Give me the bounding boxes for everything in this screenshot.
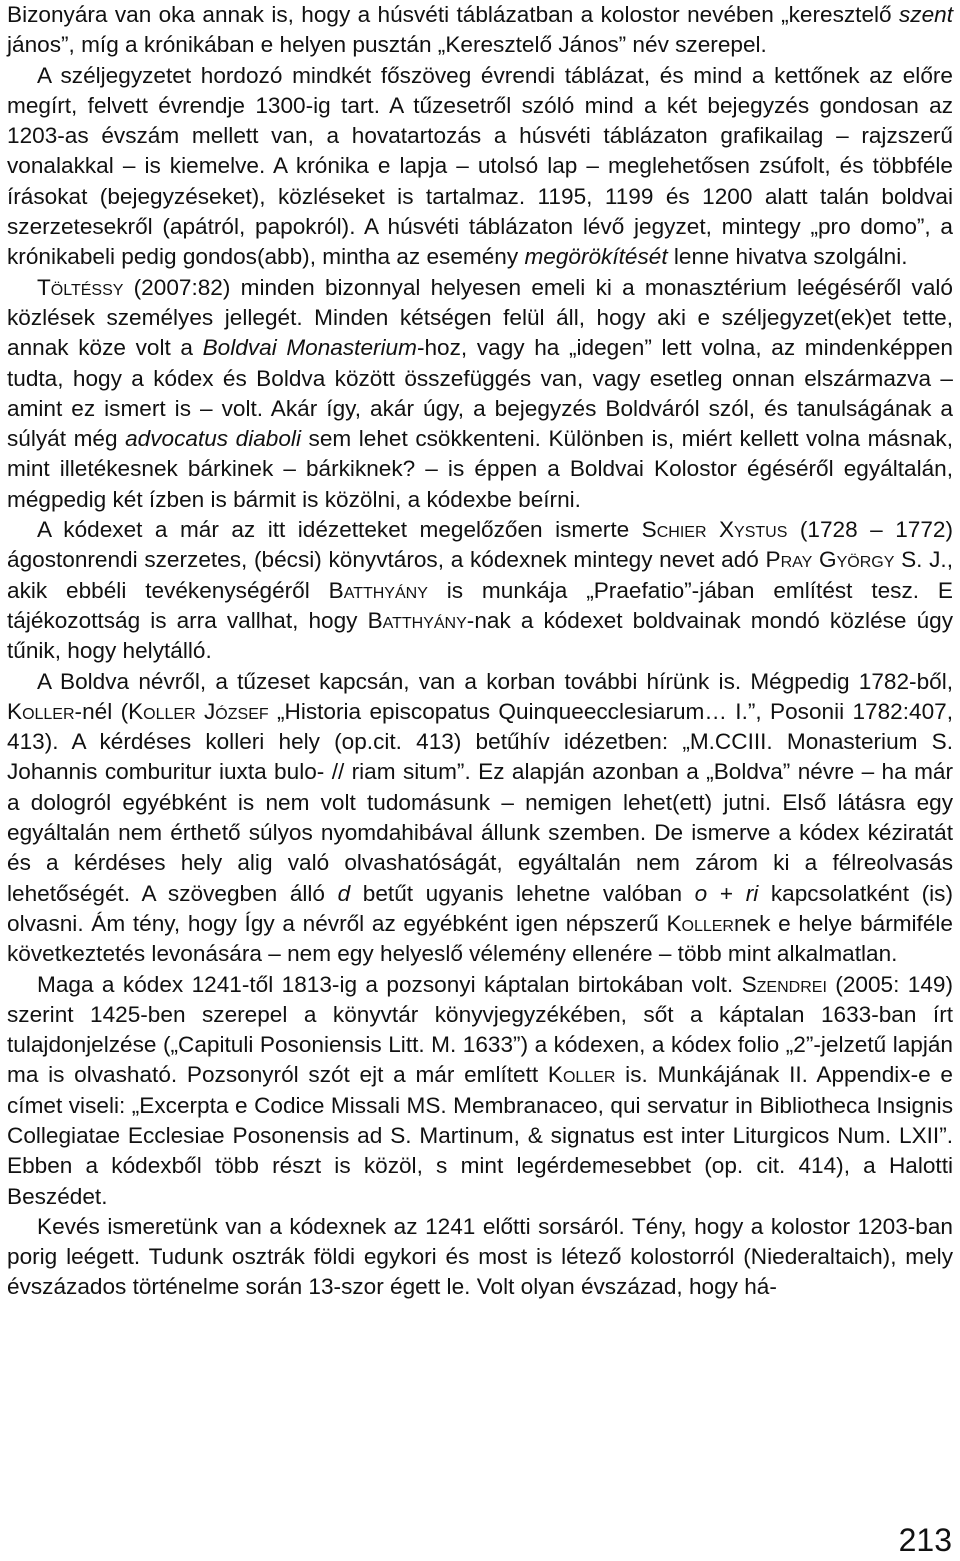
italic-text: advocatus diaboli — [125, 426, 301, 452]
text-run: -hoz, vagy ha „idegen” lett volna, az mindenképpen tudta, hogy a kódex és Boldva között összefüggés van, vagy esetleg onnan elszármazva – amint ez ismert is – volt. Akár így, akár úgy, a bejegyzés Boldváról szól, és tanulságának a súlyát még — [7, 335, 953, 452]
italic-text: megörökítését — [524, 244, 668, 270]
author-name: Schier Xystus — [641, 517, 788, 543]
text-run: (2007:82) minden bizonnyal helyesen emeli ki a monasztérium leégéséről való közlések személyes jellegét. Minden kétségen felül áll, hogy aki e széljegyzet(ek)et tette, annak köze volt a — [7, 274, 953, 361]
text-run: nek e helye bármiféle következtetés levonására – nem egy helyeslő vélemény ellenére – több mint alkalmatlan. — [7, 910, 953, 967]
text-run: Maga a kódex 1241-től 1813-ig a pozsonyi káptalan birtokában volt. — [37, 971, 742, 997]
text-run: A kódexet a már az itt idézetteket megelőzően ismerte — [37, 517, 642, 543]
text-run: -nél ( — [74, 698, 129, 724]
page-number: 213 — [898, 1522, 952, 1558]
paragraph — [7, 1212, 953, 1303]
paragraph — [7, 667, 953, 970]
italic-text: d — [337, 880, 351, 906]
paragraph — [7, 273, 953, 515]
author-name: Batthyány — [367, 607, 467, 633]
text-run: lenne hivatva szolgálni. — [667, 244, 908, 270]
text-run: sem lehet csökkenteni. Különben is, miért kellett volna másnak, mint illetékesnek bárkinek – bárkiknek? – is éppen a Boldvai Kolostor égéséről egyáltalán, mégpedig két ízben is bármit is közölni, a kódexbe beírni. — [7, 426, 953, 512]
author-name: Koller József — [128, 698, 269, 724]
italic-text: Boldvai Monasterium — [202, 335, 417, 361]
text-run: (2005: 149) szerint 1425-ben szerepel a könyvtár könyvjegyzékében, sőt a káptalan 1633-ban írt tulajdonjelzése („Capituli Posoniensis Litt. M. 1633”) a kódexen, a kódex folio „2”-jelzetű lapján ma is olvasható. Pozsonyról szót ejt a már említett — [7, 971, 953, 1088]
italic-text: ri — [745, 880, 759, 906]
text-run: -nak a kódexet boldvainak mondó közlése úgy tűnik, hogy helytálló. — [7, 607, 953, 664]
text-run: A Boldva névről, a tűzeset kapcsán, van a korban további hírünk is. Mégpedig 1782-ből, — [37, 668, 953, 694]
text-run: + — [707, 880, 746, 906]
author-name: Batthyány — [328, 577, 428, 603]
author-name: Koller — [7, 698, 75, 724]
text-run: Bizonyára van oka annak is, hogy a húsvéti táblázatban a kolostor nevében „keresztelő — [7, 2, 899, 27]
paragraph — [7, 970, 953, 1212]
text-run: betűt ugyanis lehetne valóban — [350, 880, 695, 906]
paragraph — [7, 515, 953, 666]
text-run: (1728 – 1772) ágostonrendi szerzetes, (bécsi) könyvtáros, a kódexnek mintegy nevet adó — [7, 517, 953, 573]
paragraph — [7, 0, 953, 61]
italic-text: szent — [898, 2, 953, 27]
text-run: „Historia episcopatus Quinqueecclesiarum… I.”, Posonii 1782:407, 413). A kérdéses kolleri hely (op.cit. 413) betűhív idézetben: „M.CCIII. Monasterium S. Johannis comburitur iuxta bulo- // riam situm”. Ez alapján azonban a „Boldva” névre – ha már a dologról egyébként is nem volt tudomásunk – nemigen lehet(ett) jutni. Első látásra egy egyáltalán nem érthető súlyos nyomdahibával állunk szemben. De ismerve a kódex kéziratát és a kérdéses hely alig való olvashatóságát, egyáltalán nem zárom ki a félreolvasás lehetőségét. A szövegben álló — [7, 698, 953, 906]
author-name: Szendrei — [741, 971, 827, 997]
author-name: Pray György — [765, 547, 895, 573]
author-name: Töltéssy — [37, 274, 124, 300]
page-body — [7, 0, 953, 1303]
text-run: is. Munkájának II. Appendix-e e címet viseli: „Excerpta e Codice Missali MS. Membranaceo, qui servatur in Bibliotheca Insignis Collegiatae Ecclesiae Posonensis ad S. Martinum, & signatus est inter Liturgicos Num. LXII”. Ebben a kódexből több részt is közöl, s mint legérdemesebbet (op. cit. 414), a Halotti Beszédet. — [7, 1062, 953, 1209]
text-run: jános”, míg a krónikában e helyen pusztán „Keresztelő János” név szerepel. — [7, 32, 767, 58]
author-name: Koller — [547, 1062, 616, 1088]
text-run: is munkája „Praefatio”-jában említést tesz. E tájékozottság is arra vallhat, hogy — [7, 577, 953, 633]
text-run: S. J., akik ebbéli tevékenységéről — [7, 547, 953, 603]
text-run: kapcsolatként (is) olvasni. Ám tény, hogy Így a névről az egyébként igen népszerű — [7, 880, 953, 936]
paragraph — [7, 61, 953, 273]
text-run: A széljegyzetet hordozó mindkét főszöveg évrendi táblázat, és mind a kettőnek az előre megírt, felvett évrendje 1300-ig tart. A tűzesetről szóló mind a két bejegyzés gondosan az 1203-as évszám mellett van, a hovatartozás a húsvéti táblázaton grafikailag – rajzszerű vonalakkal – is kiemelve. A krónika e lapja – utolsó lap – meglehetősen zsúfolt, és többféle írásokat (bejegyzéseket), közléseket is tartalmaz. 1195, 1199 és 1200 alatt talán boldvai szerzetesekről (apátról, papokról). A húsvéti táblázaton lévő jegyzet, mintegy „pro domo”, a krónikabeli pedig gondos(abb), mintha az esemény — [7, 62, 953, 270]
author-name: Koller — [666, 910, 734, 936]
text-run: Kevés ismeretünk van a kódexnek az 1241 előtti sorsáról. Tény, hogy a kolostor 1203-ban porig leégett. Tudunk osztrák földi egykori és most is létező kolostorról (Niederaltaich), mely évszázados történelme során 13-szor égett le. Volt olyan évszázad, hogy há- — [7, 1213, 953, 1300]
italic-text: o — [694, 880, 708, 906]
